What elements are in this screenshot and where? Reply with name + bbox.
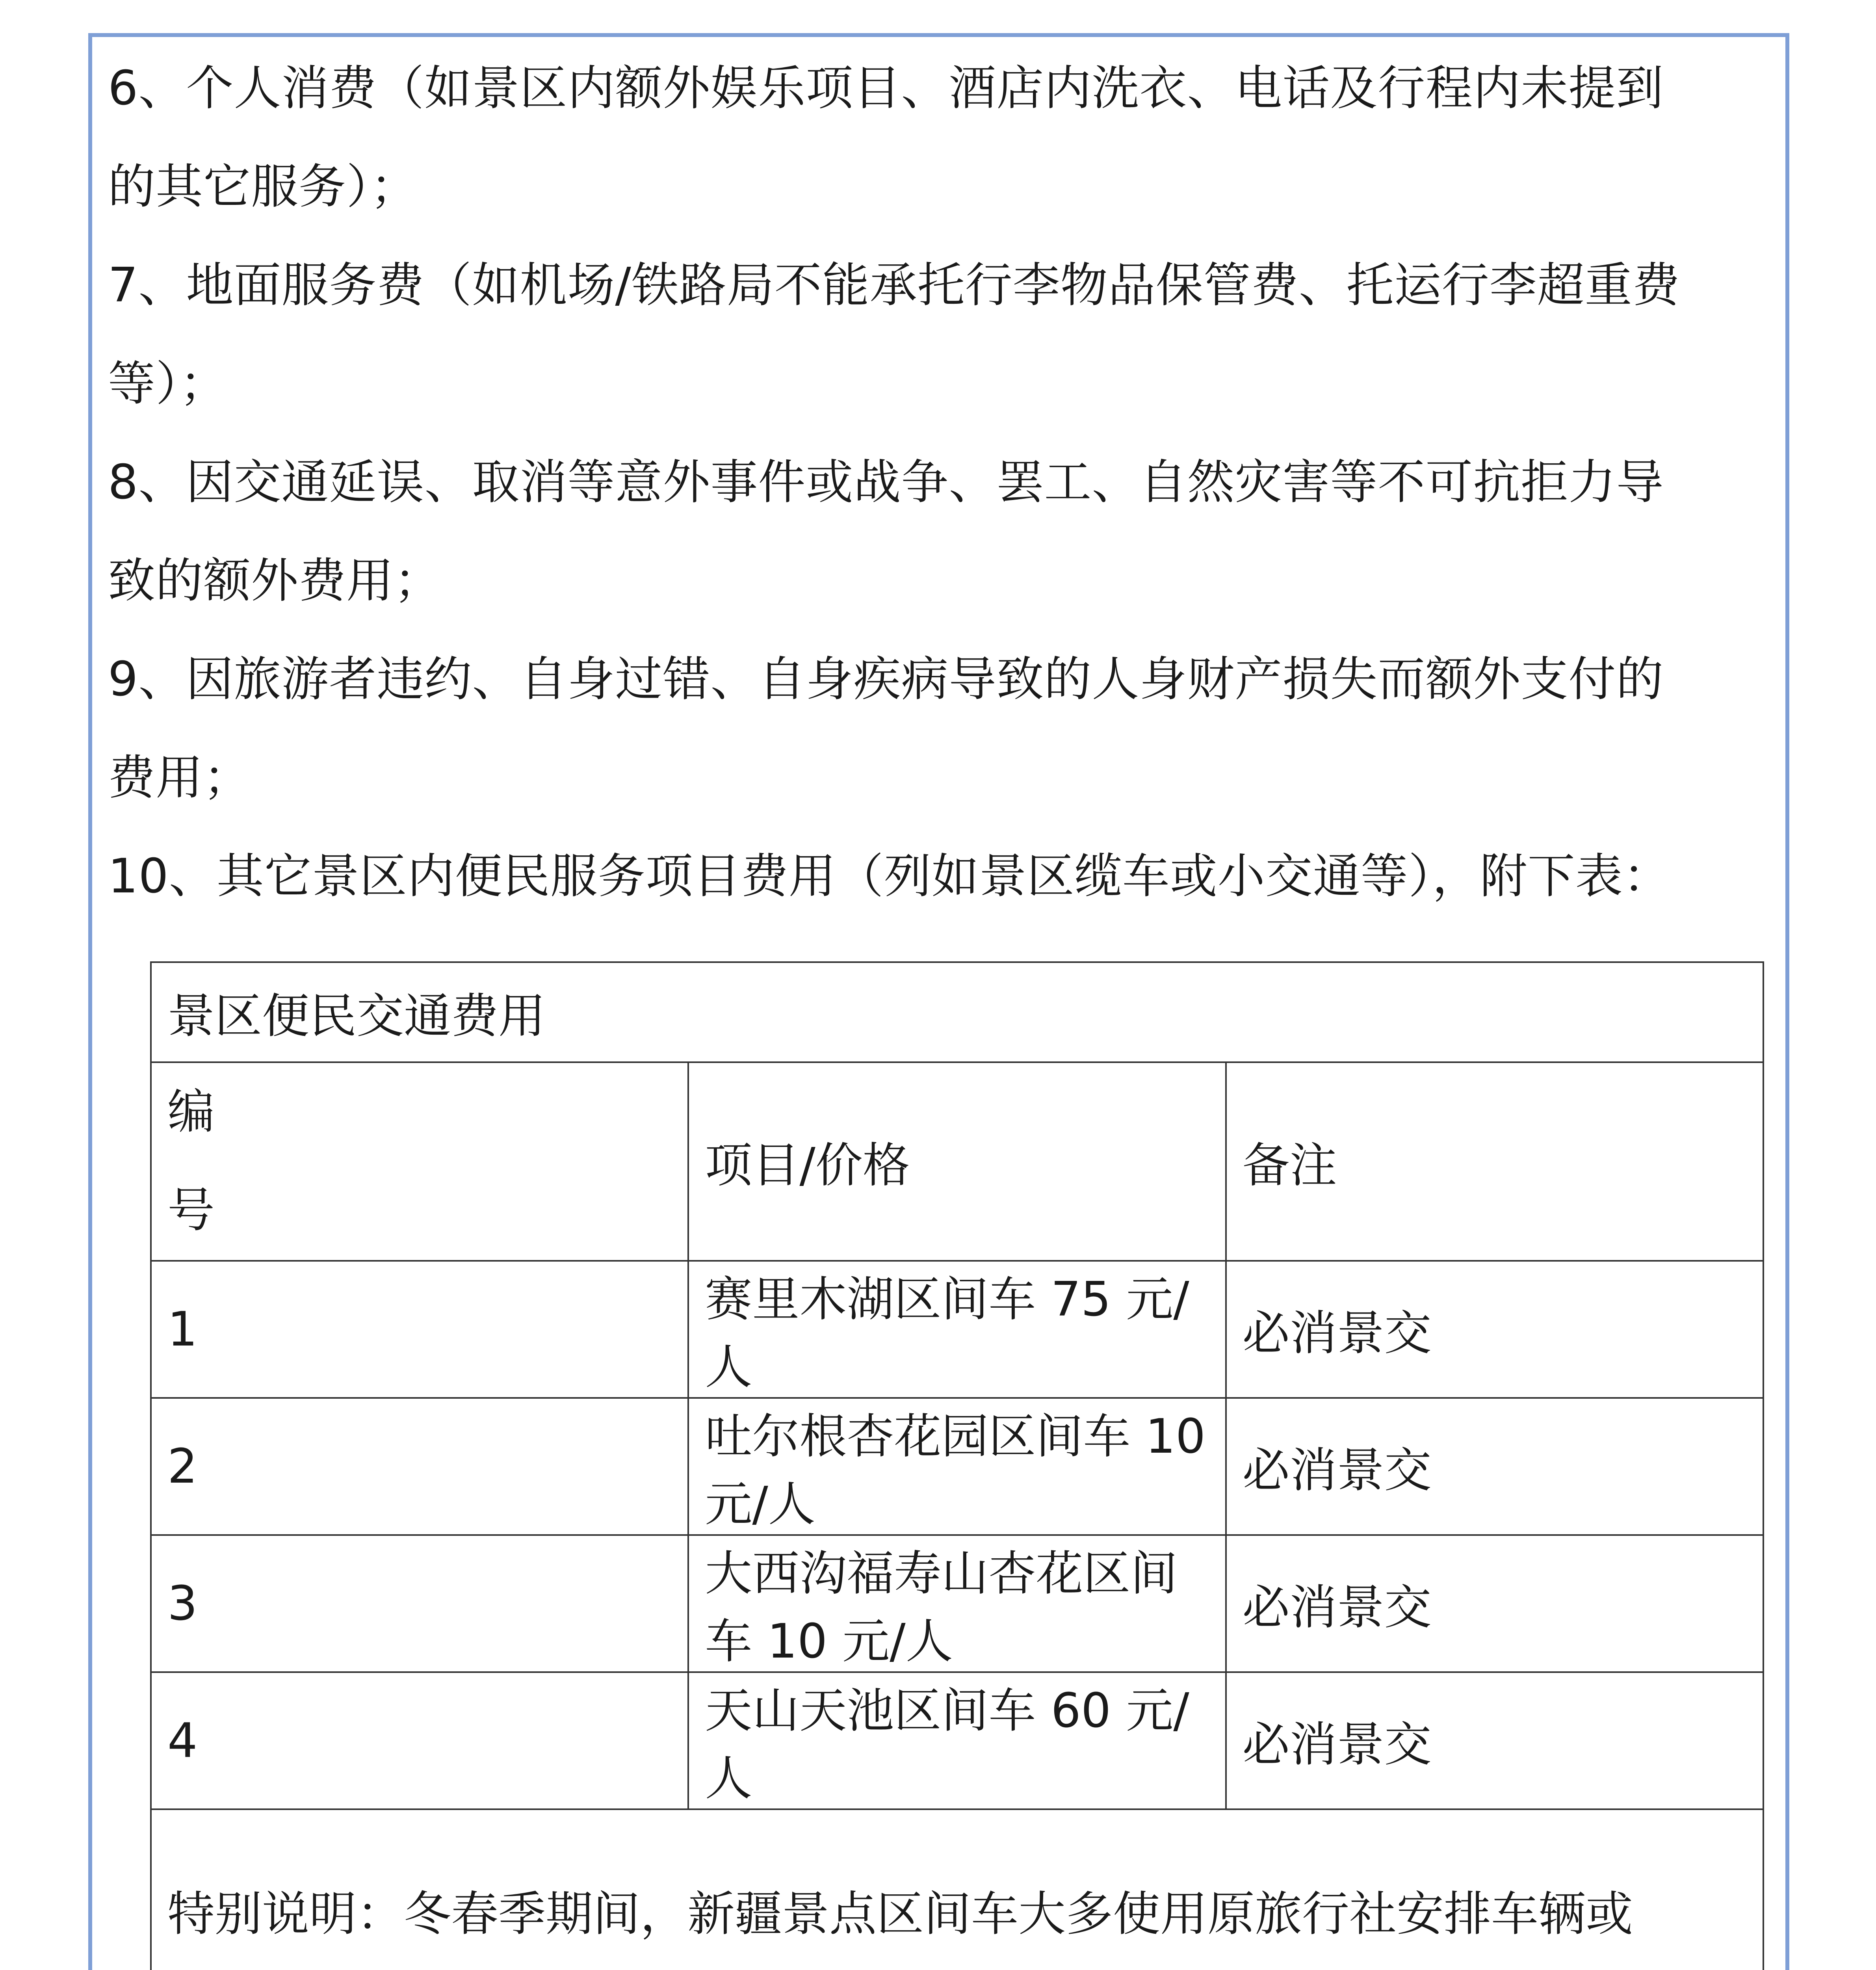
fee-item-7-line1: 7、地面服务费（如机场/铁路局不能承托行李物品保管费、托运行李超重费 bbox=[108, 258, 1680, 313]
table-note-row bbox=[151, 1809, 1763, 1970]
fee-item-6-line2: 的其它服务）； bbox=[108, 160, 418, 214]
special-note-line1: 特别说明：冬春季期间，新疆景点区间车大多使用原旅行社安排车辆或 bbox=[167, 1887, 1633, 1942]
fee-item-7-line2: 等）； bbox=[108, 357, 227, 411]
row-number: 3 bbox=[151, 1535, 688, 1672]
row-item: 赛里木湖区间车 75 元/人 bbox=[688, 1261, 1226, 1398]
header-number bbox=[151, 1062, 688, 1261]
table-row bbox=[151, 1261, 1763, 1398]
row-number: 4 bbox=[151, 1672, 688, 1809]
row-remark: 必消景交 bbox=[1226, 1398, 1763, 1535]
special-note bbox=[151, 1809, 1763, 1970]
special-note-line2 bbox=[167, 1964, 1747, 1970]
header-number-line1: 编 bbox=[167, 1085, 215, 1139]
row-item: 天山天池区间车 60 元/人 bbox=[688, 1672, 1226, 1809]
fee-item-8-line2: 致的额外费用； bbox=[108, 554, 442, 608]
row-number: 1 bbox=[151, 1261, 688, 1398]
header-item: 项目/价格 bbox=[688, 1062, 1226, 1261]
row-item: 吐尔根杏花园区间车 10 元/人 bbox=[688, 1398, 1226, 1535]
table-row bbox=[151, 1398, 1763, 1535]
fee-item-10: 10、其它景区内便民服务项目费用（列如景区缆车或小交通等），附下表： bbox=[108, 849, 1671, 904]
header-remark: 备注 bbox=[1226, 1062, 1763, 1261]
fee-item-9-line1: 9、因旅游者违约、自身过错、自身疾病导致的人身财产损失而额外支付的 bbox=[108, 652, 1664, 707]
row-number: 2 bbox=[151, 1398, 688, 1535]
table-row bbox=[151, 1672, 1763, 1809]
table-header-row bbox=[151, 1062, 1763, 1261]
row-item: 大西沟福寿山杏花区间车 10 元/人 bbox=[688, 1535, 1226, 1672]
row-remark: 必消景交 bbox=[1226, 1672, 1763, 1809]
fee-item-9-line2: 费用； bbox=[108, 751, 251, 805]
table-title-row bbox=[151, 962, 1763, 1062]
table-row bbox=[151, 1535, 1763, 1672]
fee-item-8-line1: 8、因交通延误、取消等意外事件或战争、罢工、自然灾害等不可抗拒力导 bbox=[108, 455, 1664, 510]
header-number-line2: 号 bbox=[167, 1183, 215, 1238]
row-remark: 必消景交 bbox=[1226, 1535, 1763, 1672]
traffic-fee-table bbox=[150, 961, 1764, 1970]
fee-item-6-line1: 6、个人消费（如景区内额外娱乐项目、酒店内洗衣、电话及行程内未提到 bbox=[108, 61, 1664, 116]
table-title: 景区便民交通费用 bbox=[151, 962, 1763, 1062]
row-remark: 必消景交 bbox=[1226, 1261, 1763, 1398]
